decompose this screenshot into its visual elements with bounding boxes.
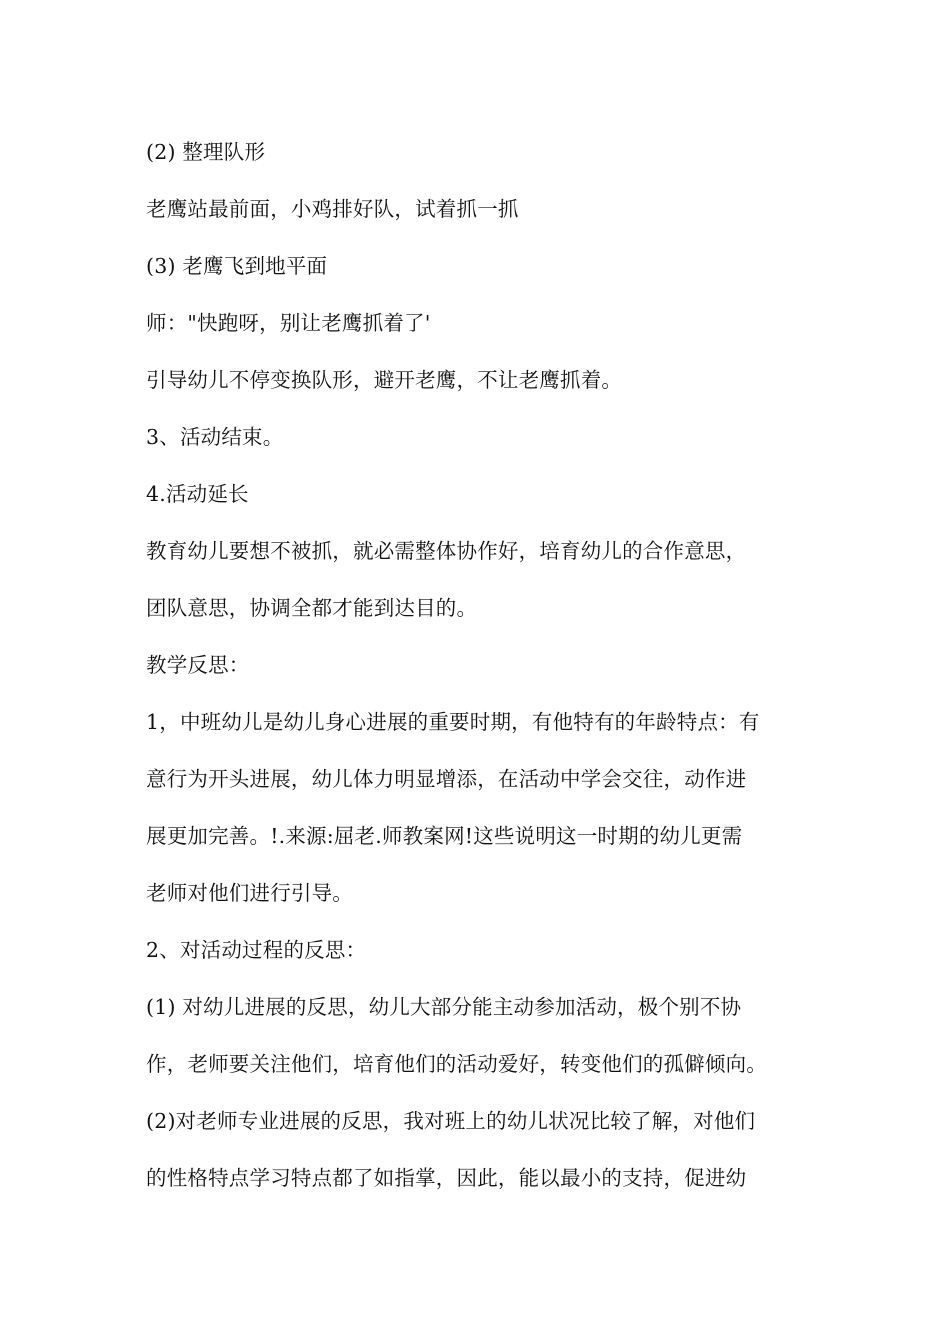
text-line: (1) 对幼儿进展的反思，幼儿大部分能主动参加活动，极个别不协 bbox=[146, 995, 742, 1019]
text-line: 老鹰站最前面，小鸡排好队，试着抓一抓 bbox=[146, 197, 519, 221]
text-line: 意行为开头进展，幼儿体力明显增添，在活动中学会交往，动作进 bbox=[146, 767, 747, 791]
text-line: 老师对他们进行引导。 bbox=[146, 881, 353, 905]
text-line: (2) 整理队形 bbox=[146, 140, 266, 164]
text-line: 团队意思，协调全都才能到达目的。 bbox=[146, 596, 478, 620]
text-line: 2、对活动过程的反思： bbox=[146, 938, 367, 962]
text-line: (2)对老师专业进展的反思，我对班上的幼儿状况比较了解，对他们 bbox=[146, 1109, 756, 1133]
text-line: 教育幼儿要想不被抓，就必需整体协作好，培育幼儿的合作意思， bbox=[146, 539, 747, 563]
text-line: 展更加完善。!.来源:屈老.师教案网!这些说明这一时期的幼儿更需 bbox=[146, 824, 743, 848]
text-line: 的性格特点学习特点都了如指掌，因此，能以最小的支持，促进幼 bbox=[146, 1166, 747, 1190]
text-line: 教学反思： bbox=[146, 653, 250, 677]
text-line: (3) 老鹰飞到地平面 bbox=[146, 254, 328, 278]
text-line: 师："快跑呀，别让老鹰抓着了' bbox=[146, 311, 431, 335]
text-line: 作，老师要关注他们，培育他们的活动爱好，转变他们的孤僻倾向。 bbox=[146, 1052, 767, 1076]
text-line: 引导幼儿不停变换队形，避开老鹰，不让老鹰抓着。 bbox=[146, 368, 623, 392]
text-line: 4.活动延长 bbox=[146, 482, 249, 506]
text-line: 3、活动结束。 bbox=[146, 425, 284, 449]
text-line: 1，中班幼儿是幼儿身心进展的重要时期，有他特有的年龄特点：有 bbox=[146, 710, 760, 734]
